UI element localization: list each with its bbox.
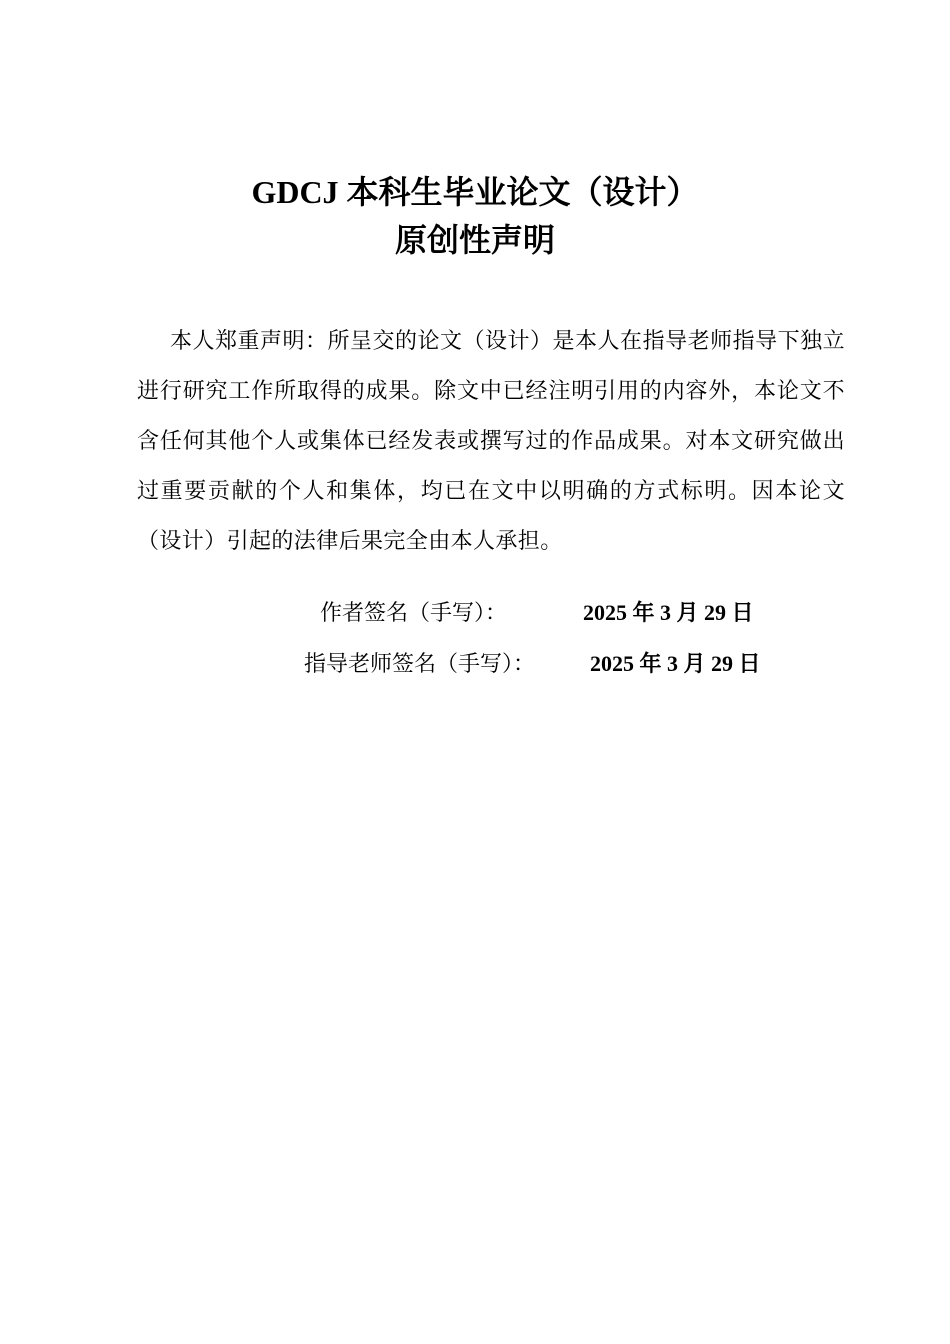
author-signature-label: 作者签名（手写）： — [320, 600, 508, 625]
author-signature-date: 2025 年 3 月 29 日 — [583, 600, 754, 625]
advisor-signature-date: 2025 年 3 月 29 日 — [590, 651, 761, 676]
advisor-signature-label: 指导老师签名（手写）： — [304, 651, 536, 676]
title-line-1: GDCJ 本科生毕业论文（设计） — [251, 174, 699, 210]
declaration-paragraph: 本人郑重声明：所呈交的论文（设计）是本人在指导老师指导下独立进行研究工作所取得的成果。除文中已经注明引用的内容外，本论文不含任何其他个人或集体已经发表或撰写过的作品成果。对本文研究做出过重要贡献的个人和集体，均已在文中以明确的方式标明。因本论文（设计）引起的法律后果完全由本人承担。 — [137, 328, 845, 553]
page-title — [0, 168, 950, 264]
title-line-2: 原创性声明 — [394, 222, 555, 258]
